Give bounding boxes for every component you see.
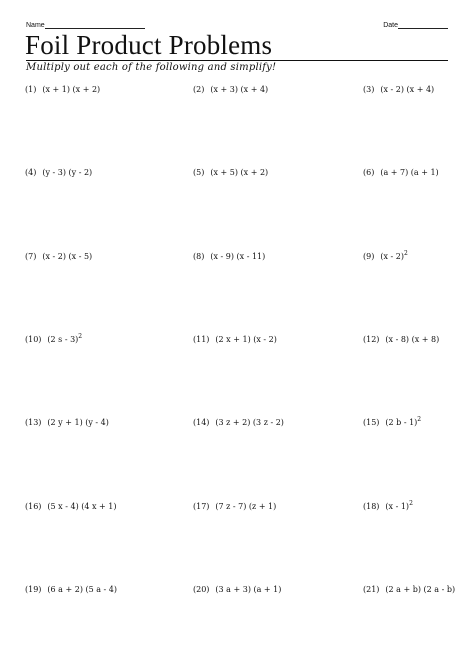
problem-3	[363, 85, 434, 95]
problem-number: (20)	[193, 585, 210, 594]
problem-expression: (x + 5) (x + 2)	[210, 168, 269, 177]
problem-5	[193, 168, 268, 178]
problem-number: (9)	[363, 252, 375, 261]
date-label: Date	[383, 22, 398, 29]
problem-number: (16)	[25, 502, 42, 511]
problem-expression: (x - 8) (x + 8)	[385, 335, 440, 344]
name-field[interactable]	[26, 22, 145, 29]
problem-21	[363, 585, 455, 595]
problem-20	[193, 585, 281, 595]
problem-number: (13)	[25, 418, 42, 427]
problem-expression: (x - 9) (x - 11)	[210, 252, 266, 261]
instructions: Multiply out each of the following and simplify!	[26, 62, 277, 73]
problem-number: (6)	[363, 168, 375, 177]
problem-15	[363, 418, 421, 428]
problem-expression: (x - 2) (x - 5)	[42, 252, 93, 261]
problem-expression: (x - 2) (x + 4)	[380, 85, 435, 94]
problem-exponent: 2	[409, 500, 413, 507]
problem-number: (21)	[363, 585, 380, 594]
problem-expression: (2 a + b) (2 a - b)	[385, 585, 456, 594]
problem-expression: (5 x - 4) (4 x + 1)	[47, 502, 117, 511]
title-divider	[26, 60, 448, 61]
problem-2	[193, 85, 268, 95]
problem-number: (7)	[25, 252, 37, 261]
problem-expression: (x - 2)	[380, 252, 404, 261]
problem-number: (1)	[25, 85, 37, 94]
problem-6	[363, 168, 439, 178]
problem-13	[25, 418, 109, 428]
problem-expression: (x + 3) (x + 4)	[210, 85, 269, 94]
problem-exponent: 2	[417, 416, 422, 423]
problem-number: (11)	[193, 335, 210, 344]
problem-number: (4)	[25, 168, 37, 177]
problem-11	[193, 335, 277, 345]
problem-number: (5)	[193, 168, 205, 177]
problem-7	[25, 252, 92, 262]
problem-14	[193, 418, 284, 428]
problem-number: (8)	[193, 252, 205, 261]
problem-number: (15)	[363, 418, 380, 427]
problem-expression: (3 a + 3) (a + 1)	[215, 585, 282, 594]
date-field[interactable]	[383, 22, 448, 29]
problem-expression: (6 a + 2) (5 a - 4)	[47, 585, 118, 594]
problem-number: (14)	[193, 418, 210, 427]
problem-number: (10)	[25, 335, 42, 344]
problem-expression: (3 z + 2) (3 z - 2)	[215, 418, 284, 427]
problem-number: (2)	[193, 85, 205, 94]
problem-19	[25, 585, 117, 595]
problem-10	[25, 335, 82, 345]
problem-number: (12)	[363, 335, 380, 344]
problem-16	[25, 502, 117, 512]
problem-expression: (2 x + 1) (x - 2)	[215, 335, 277, 344]
problem-expression: (7 z - 7) (z + 1)	[215, 502, 277, 511]
problem-exponent: 2	[78, 333, 83, 340]
problem-expression: (2 s - 3)	[47, 335, 79, 344]
problem-number: (3)	[363, 85, 375, 94]
problem-number: (19)	[25, 585, 42, 594]
problem-9	[363, 252, 408, 262]
problem-expression: (2 b - 1)	[385, 418, 418, 427]
problem-12	[363, 335, 439, 345]
problem-expression: (y - 3) (y - 2)	[42, 168, 93, 177]
problem-exponent: 2	[403, 250, 408, 257]
problem-expression: (x + 1) (x + 2)	[42, 85, 101, 94]
problem-18	[363, 502, 413, 512]
problem-8	[193, 252, 265, 262]
problem-expression: (x - 1)	[385, 502, 410, 511]
problem-17	[193, 502, 276, 512]
name-label: Name	[26, 22, 45, 29]
problem-expression: (a + 7) (a + 1)	[380, 168, 439, 177]
problem-4	[25, 168, 92, 178]
problem-number: (18)	[363, 502, 380, 511]
date-blank-line[interactable]	[398, 22, 448, 29]
problem-expression: (2 y + 1) (y - 4)	[47, 418, 109, 427]
name-blank-line[interactable]	[45, 22, 145, 29]
problem-number: (17)	[193, 502, 210, 511]
problem-1	[25, 85, 100, 95]
page-title: Foil Product Problems	[25, 30, 273, 60]
